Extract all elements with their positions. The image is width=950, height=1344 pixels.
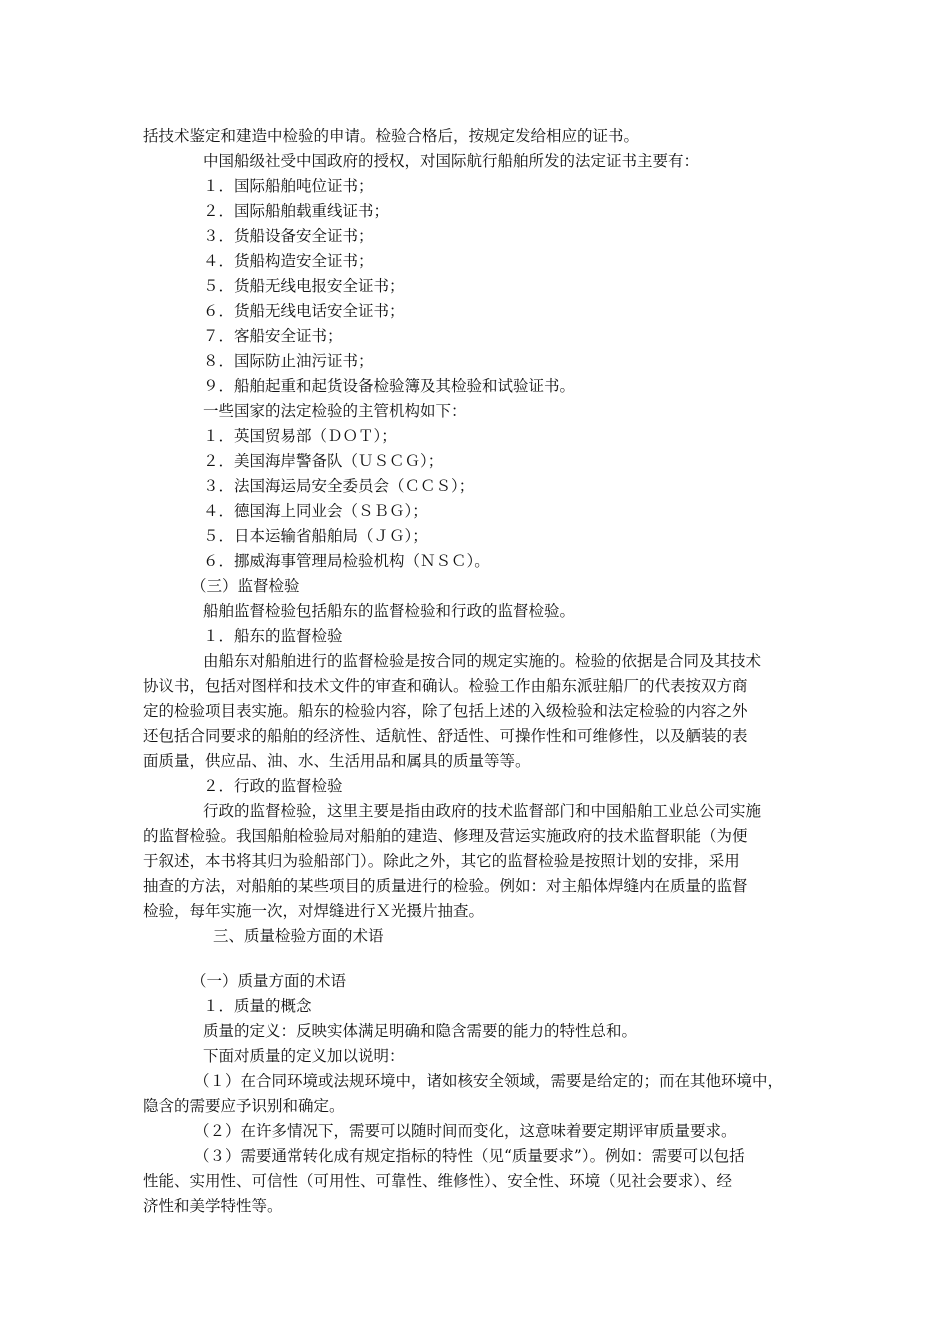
text-line: 由船东对船舶进行的监督检验是按合同的规定实施的。检验的依据是合同及其技术 xyxy=(203,652,762,670)
list-item: ９．船舶起重和起货设备检验簿及其检验和试验证书。 xyxy=(203,377,576,395)
text-line: 面质量，供应品、油、水、生活用品和属具的质量等等。 xyxy=(143,752,531,770)
text-line: 下面对质量的定义加以说明： xyxy=(203,1047,405,1065)
list-item: ４．货船构造安全证书； xyxy=(203,252,374,270)
text-line: 定的检验项目表实施。船东的检验内容，除了包括上述的入级检验和法定检验的内容之外 xyxy=(143,702,748,720)
list-item: ３．法国海运局安全委员会（ＣＣＳ）； xyxy=(203,477,475,495)
text-line: 性能、实用性、可信性（可用性、可靠性、维修性）、安全性、环境（见社会要求）、经 xyxy=(143,1172,733,1190)
text-line: 于叙述，本书将其归为验船部门）。除此之外，其它的监督检验是按照计划的安排，采用 xyxy=(143,852,740,870)
list-item: ４．德国海上同业会（ＳＢＧ）； xyxy=(203,502,428,520)
text-line: 协议书，包括对图样和技术文件的审查和确认。检验工作由船东派驻船厂的代表按双方商 xyxy=(143,677,748,695)
section-heading: （一）质量方面的术语 xyxy=(191,972,347,990)
subsection-heading: １．船东的监督检验 xyxy=(203,627,343,645)
list-item: ５．日本运输省船舶局（ＪＧ）； xyxy=(203,527,428,545)
text-line: 中国船级社受中国政府的授权，对国际航行船舶所发的法定证书主要有： xyxy=(203,152,700,170)
text-line: 的监督检验。我国船舶检验局对船舶的建造、修理及营运实施政府的技术监督职能（为便 xyxy=(143,827,748,845)
section-heading: （三）监督检验 xyxy=(191,577,300,595)
text-line: 括技术鉴定和建造中检验的申请。检验合格后，按规定发给相应的证书。 xyxy=(143,127,640,145)
list-item: （２）在许多情况下，需要可以随时间而变化，这意味着要定期评审质量要求。 xyxy=(194,1122,737,1140)
list-item: ６．挪威海事管理局检验机构（ＮＳＣ）。 xyxy=(203,552,490,570)
text-line: 抽查的方法，对船舶的某些项目的质量进行的检验。例如：对主船体焊缝内在质量的监督 xyxy=(143,877,748,895)
text-line: 检验，每年实施一次，对焊缝进行Ｘ光摄片抽查。 xyxy=(143,902,485,920)
text-line: 行政的监督检验，这里主要是指由政府的技术监督部门和中国船舶工业总公司实施 xyxy=(203,802,762,820)
text-line: 一些国家的法定检验的主管机构如下： xyxy=(203,402,467,420)
subsection-heading: １．质量的概念 xyxy=(203,997,312,1015)
subsection-heading: ２．行政的监督检验 xyxy=(203,777,343,795)
list-item: １．英国贸易部（ＤＯＴ）； xyxy=(203,427,397,445)
text-line: 还包括合同要求的船舶的经济性、适航性、舒适性、可操作性和可维修性，以及舾装的表 xyxy=(143,727,748,745)
text-line: 船舶监督检验包括船东的监督检验和行政的监督检验。 xyxy=(203,602,576,620)
list-item: ８．国际防止油污证书； xyxy=(203,352,374,370)
text-line: 济性和美学特性等。 xyxy=(143,1197,283,1215)
list-item: ２．美国海岸警备队（ＵＳＣＧ）； xyxy=(203,452,444,470)
list-item: （１）在合同环境或法规环境中，诸如核安全领域，需要是给定的；而在其他环境中， xyxy=(194,1072,784,1090)
list-item: ５．货船无线电报安全证书； xyxy=(203,277,405,295)
list-item: ３．货船设备安全证书； xyxy=(203,227,374,245)
list-item: ７．客船安全证书； xyxy=(203,327,343,345)
text-line: 隐含的需要应予识别和确定。 xyxy=(143,1097,345,1115)
text-line: 质量的定义：反映实体满足明确和隐含需要的能力的特性总和。 xyxy=(203,1022,638,1040)
list-item: （３）需要通常转化成有规定指标的特性（见“质量要求”）。例如：需要可以包括 xyxy=(194,1147,745,1165)
list-item: ６．货船无线电话安全证书； xyxy=(203,302,405,320)
list-item: １．国际船舶吨位证书； xyxy=(203,177,374,195)
list-item: ２．国际船舶载重线证书； xyxy=(203,202,390,220)
chapter-heading: 三、质量检验方面的术语 xyxy=(213,927,384,945)
